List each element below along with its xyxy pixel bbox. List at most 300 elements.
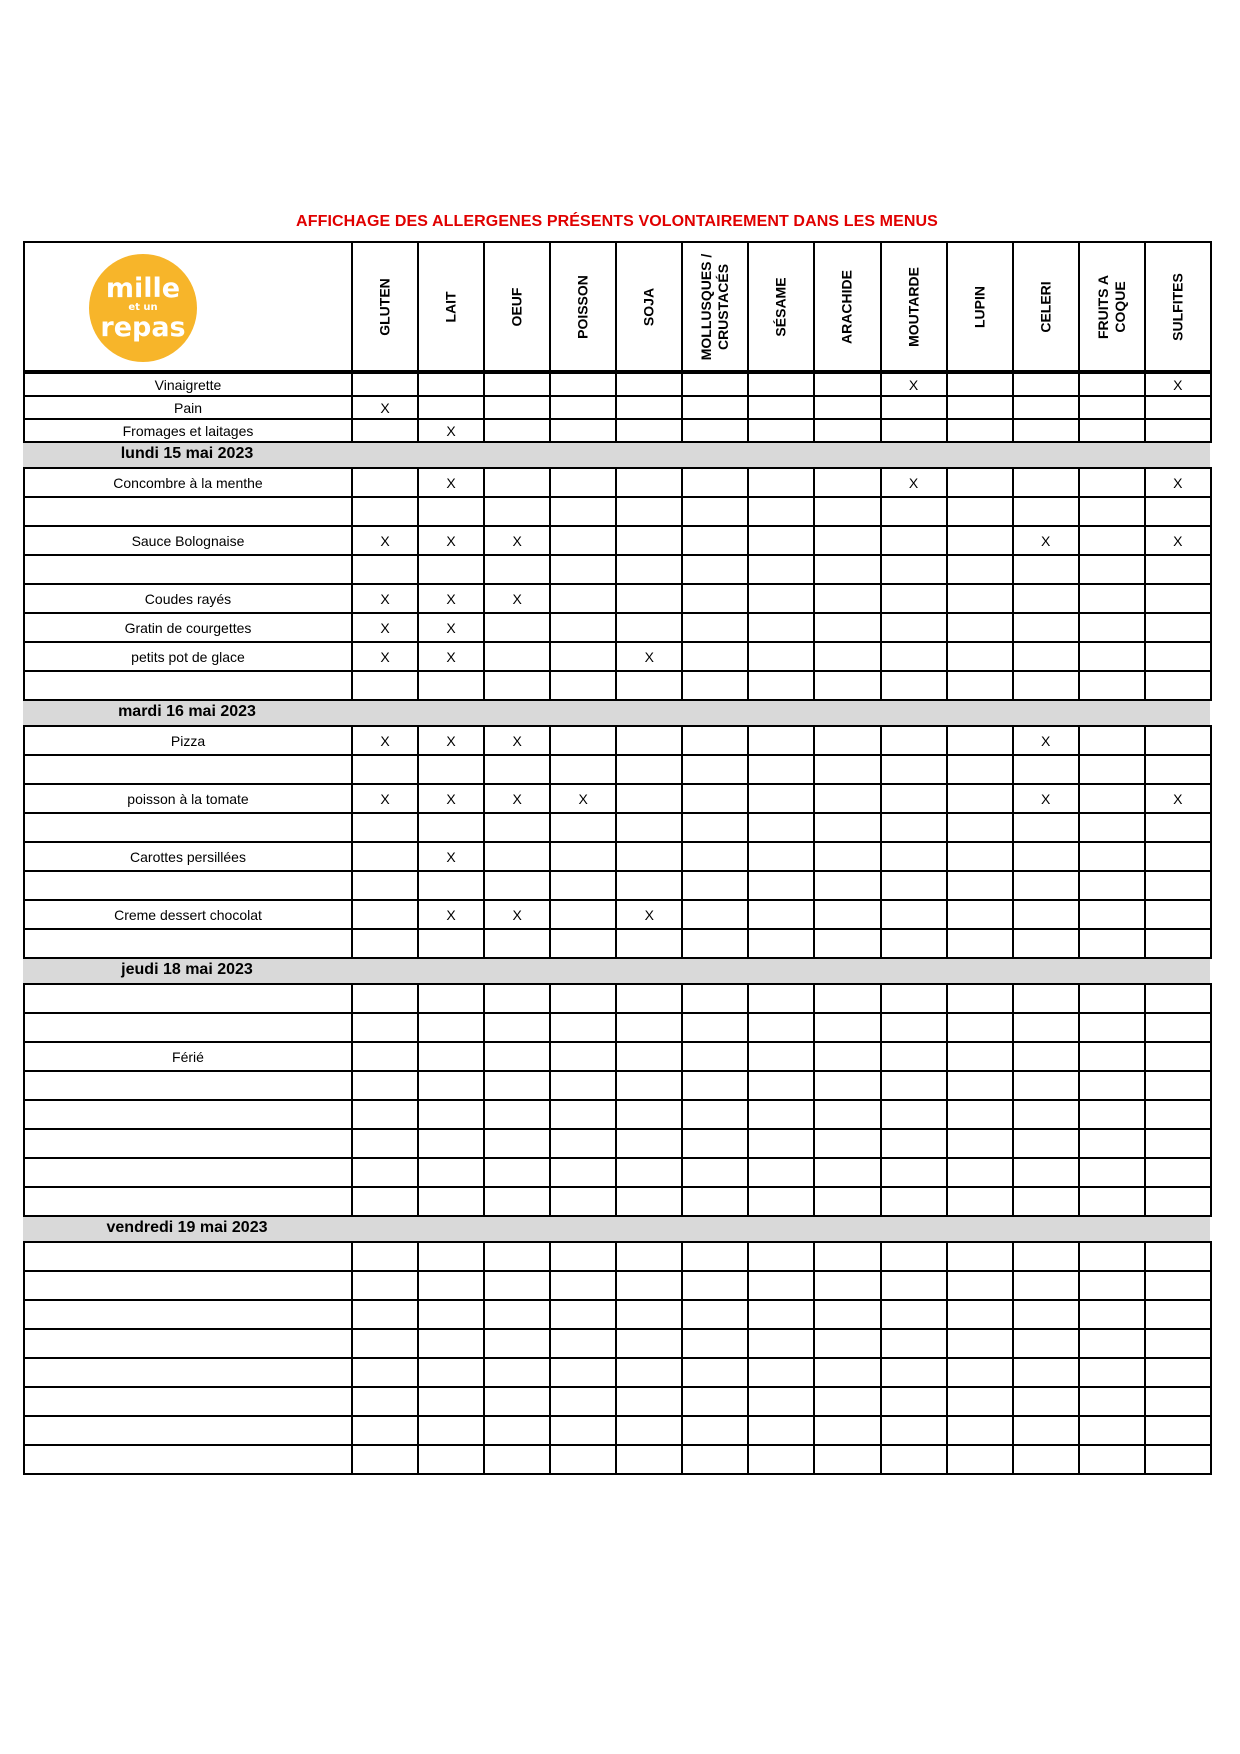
allergen-mark <box>1013 929 1079 958</box>
allergen-mark <box>1079 1416 1145 1445</box>
table-row <box>24 396 1211 419</box>
allergen-mark <box>352 1129 418 1158</box>
allergen-mark <box>1079 929 1145 958</box>
allergen-mark <box>484 497 550 526</box>
allergen-mark: X <box>352 396 418 419</box>
allergen-mark <box>616 584 682 613</box>
dish-name: Creme dessert chocolat <box>24 900 352 929</box>
allergen-mark <box>1145 1100 1211 1129</box>
table-row <box>24 1071 1211 1100</box>
allergen-mark: X <box>418 613 484 642</box>
dish-name <box>24 1071 352 1100</box>
allergen-mark <box>550 929 616 958</box>
allergen-mark <box>748 613 814 642</box>
allergen-mark <box>881 671 947 700</box>
allergen-mark <box>1145 1358 1211 1387</box>
allergen-mark <box>550 1271 616 1300</box>
allergen-mark <box>352 419 418 442</box>
allergen-mark <box>550 871 616 900</box>
allergen-mark <box>1013 497 1079 526</box>
allergen-mark <box>1145 984 1211 1013</box>
allergen-mark <box>418 1158 484 1187</box>
allergen-mark <box>682 555 748 584</box>
allergen-mark <box>682 1271 748 1300</box>
allergen-mark <box>947 755 1013 784</box>
allergen-mark <box>418 1387 484 1416</box>
allergen-mark <box>1145 929 1211 958</box>
allergen-mark <box>1079 555 1145 584</box>
allergen-mark <box>418 373 484 396</box>
allergen-mark <box>550 900 616 929</box>
allergen-mark <box>748 468 814 497</box>
menu-sections <box>23 372 1210 1475</box>
allergen-mark <box>352 1329 418 1358</box>
allergen-mark <box>682 1358 748 1387</box>
allergen-mark <box>1145 1242 1211 1271</box>
allergen-mark <box>352 1042 418 1071</box>
allergen-mark <box>616 613 682 642</box>
table-row <box>24 671 1211 700</box>
allergen-mark <box>881 1300 947 1329</box>
allergen-mark: X <box>1013 784 1079 813</box>
allergen-mark <box>1013 1358 1079 1387</box>
allergen-mark <box>484 1387 550 1416</box>
allergen-mark <box>881 1445 947 1474</box>
allergen-mark <box>484 1100 550 1129</box>
allergen-mark <box>484 468 550 497</box>
allergen-mark <box>947 1100 1013 1129</box>
dish-name <box>24 1013 352 1042</box>
allergen-mark <box>484 1242 550 1271</box>
allergen-mark <box>1013 1271 1079 1300</box>
column-label: LUPIN <box>971 285 988 328</box>
allergen-mark <box>1013 1129 1079 1158</box>
allergen-mark <box>881 1329 947 1358</box>
allergen-mark <box>814 419 880 442</box>
allergen-mark <box>1013 842 1079 871</box>
allergen-mark <box>947 468 1013 497</box>
allergen-mark <box>1013 1013 1079 1042</box>
table-row <box>24 1445 1211 1474</box>
allergen-mark <box>1013 584 1079 613</box>
allergen-mark <box>947 1071 1013 1100</box>
allergen-mark <box>682 1300 748 1329</box>
allergen-mark <box>550 842 616 871</box>
allergen-mark <box>418 555 484 584</box>
allergen-mark <box>1013 1329 1079 1358</box>
allergen-mark <box>947 1042 1013 1071</box>
allergen-mark <box>881 1271 947 1300</box>
allergen-mark <box>1145 1013 1211 1042</box>
allergen-mark <box>550 1416 616 1445</box>
allergen-mark <box>352 929 418 958</box>
allergen-mark <box>1079 900 1145 929</box>
allergen-mark <box>1079 1300 1145 1329</box>
allergen-mark: X <box>352 613 418 642</box>
table-row <box>24 900 1211 929</box>
allergen-mark <box>352 468 418 497</box>
allergen-mark: X <box>1013 526 1079 555</box>
allergen-mark <box>418 671 484 700</box>
allergen-mark <box>550 584 616 613</box>
allergen-mark <box>1079 642 1145 671</box>
allergen-mark <box>814 984 880 1013</box>
allergen-mark <box>1079 1129 1145 1158</box>
column-header-moutarde <box>881 242 947 371</box>
dish-name <box>24 1100 352 1129</box>
allergen-mark <box>682 1329 748 1358</box>
allergen-mark <box>418 813 484 842</box>
allergen-mark <box>484 813 550 842</box>
column-header-sulfites <box>1145 242 1211 371</box>
allergen-mark <box>1145 1129 1211 1158</box>
allergen-mark <box>484 871 550 900</box>
allergen-mark <box>616 842 682 871</box>
allergen-mark <box>352 871 418 900</box>
allergen-mark <box>550 555 616 584</box>
allergen-mark <box>947 871 1013 900</box>
allergen-mark <box>484 555 550 584</box>
logo-text-line3: repas <box>100 312 186 343</box>
allergen-mark <box>748 396 814 419</box>
allergen-mark: X <box>418 726 484 755</box>
allergen-mark <box>1079 755 1145 784</box>
table-row <box>24 1300 1211 1329</box>
dish-name <box>24 1129 352 1158</box>
allergen-mark <box>418 396 484 419</box>
table-row <box>24 419 1211 442</box>
allergen-mark <box>748 526 814 555</box>
dish-name <box>24 1242 352 1271</box>
allergen-mark <box>484 1445 550 1474</box>
table-row <box>24 784 1211 813</box>
allergen-mark <box>748 842 814 871</box>
allergen-mark: X <box>352 584 418 613</box>
allergen-mark <box>1145 497 1211 526</box>
allergen-mark <box>418 1100 484 1129</box>
allergen-mark <box>1145 1271 1211 1300</box>
allergen-mark <box>484 755 550 784</box>
table-row <box>24 813 1211 842</box>
allergen-mark <box>1145 1158 1211 1187</box>
table-row <box>24 468 1211 497</box>
table-row <box>24 1042 1211 1071</box>
allergen-mark <box>814 1071 880 1100</box>
allergen-mark <box>616 1387 682 1416</box>
allergen-mark <box>682 671 748 700</box>
allergen-mark <box>484 1187 550 1216</box>
allergen-mark <box>1079 526 1145 555</box>
day-menu-table <box>23 725 1212 959</box>
allergen-mark <box>616 497 682 526</box>
allergen-mark <box>748 373 814 396</box>
allergen-mark <box>616 1158 682 1187</box>
allergen-mark <box>616 1187 682 1216</box>
allergen-mark <box>352 755 418 784</box>
allergen-mark <box>1079 1329 1145 1358</box>
allergen-mark <box>947 584 1013 613</box>
allergen-mark <box>484 1271 550 1300</box>
allergen-mark: X <box>1145 526 1211 555</box>
logo-cell <box>24 242 352 371</box>
dish-name: Sauce Bolognaise <box>24 526 352 555</box>
allergen-mark <box>881 1100 947 1129</box>
day-header <box>23 443 1210 467</box>
table-row <box>24 984 1211 1013</box>
column-header-sesame <box>748 242 814 371</box>
allergen-mark <box>418 1445 484 1474</box>
allergen-mark <box>1013 755 1079 784</box>
allergen-mark <box>1145 1387 1211 1416</box>
allergen-mark <box>616 1358 682 1387</box>
allergen-mark <box>682 526 748 555</box>
allergen-mark <box>616 1416 682 1445</box>
allergen-mark <box>748 900 814 929</box>
allergen-mark <box>947 497 1013 526</box>
allergen-mark <box>748 871 814 900</box>
allergen-mark <box>616 755 682 784</box>
allergen-mark <box>616 784 682 813</box>
allergen-mark <box>1079 1271 1145 1300</box>
allergen-mark <box>484 984 550 1013</box>
allergen-mark: X <box>1145 373 1211 396</box>
allergen-mark <box>550 526 616 555</box>
allergen-mark <box>814 755 880 784</box>
allergen-mark <box>881 642 947 671</box>
allergen-mark <box>418 1416 484 1445</box>
allergen-mark <box>881 497 947 526</box>
allergen-mark <box>1013 900 1079 929</box>
allergen-mark <box>682 1071 748 1100</box>
allergen-mark <box>881 1387 947 1416</box>
allergen-mark <box>814 396 880 419</box>
allergen-mark: X <box>484 900 550 929</box>
allergen-mark <box>484 671 550 700</box>
allergen-mark <box>682 1187 748 1216</box>
allergen-mark <box>881 613 947 642</box>
dish-name: Férié <box>24 1042 352 1071</box>
allergen-mark <box>814 497 880 526</box>
column-header-oeuf <box>484 242 550 371</box>
allergen-mark <box>881 813 947 842</box>
allergen-mark <box>748 984 814 1013</box>
allergen-mark <box>1013 1158 1079 1187</box>
allergen-mark <box>682 813 748 842</box>
allergen-mark <box>1079 813 1145 842</box>
dish-name: Coudes rayés <box>24 584 352 613</box>
allergen-mark <box>550 497 616 526</box>
allergen-mark <box>682 1445 748 1474</box>
allergen-mark <box>484 1071 550 1100</box>
allergen-mark <box>947 373 1013 396</box>
allergen-mark <box>814 1416 880 1445</box>
column-label: ARACHIDE <box>838 269 855 344</box>
allergen-mark <box>484 1013 550 1042</box>
allergen-mark: X <box>418 584 484 613</box>
table-row <box>24 1187 1211 1216</box>
allergen-mark <box>484 929 550 958</box>
allergen-mark <box>814 1387 880 1416</box>
allergen-mark <box>616 871 682 900</box>
allergen-mark <box>682 984 748 1013</box>
allergen-mark: X <box>418 842 484 871</box>
table-row <box>24 1242 1211 1271</box>
allergen-mark <box>550 1100 616 1129</box>
allergen-mark <box>748 1358 814 1387</box>
allergen-mark <box>418 497 484 526</box>
allergen-mark <box>1145 1187 1211 1216</box>
allergen-mark <box>947 984 1013 1013</box>
allergen-mark <box>616 373 682 396</box>
table-row <box>24 1158 1211 1187</box>
allergen-mark <box>550 1187 616 1216</box>
allergen-mark <box>550 373 616 396</box>
allergen-mark <box>352 1387 418 1416</box>
dish-name: poisson à la tomate <box>24 784 352 813</box>
allergen-mark <box>484 642 550 671</box>
allergen-mark <box>881 396 947 419</box>
allergen-mark <box>1145 1071 1211 1100</box>
allergen-mark <box>748 1271 814 1300</box>
allergen-mark: X <box>550 784 616 813</box>
allergen-mark <box>484 1358 550 1387</box>
allergen-mark <box>550 642 616 671</box>
allergen-mark <box>947 396 1013 419</box>
allergen-mark <box>616 671 682 700</box>
allergen-mark <box>1013 642 1079 671</box>
allergen-mark <box>682 842 748 871</box>
allergen-mark <box>1079 1445 1145 1474</box>
allergen-mark: X <box>484 584 550 613</box>
allergen-mark <box>682 1387 748 1416</box>
allergen-mark <box>1145 671 1211 700</box>
allergen-mark <box>1013 984 1079 1013</box>
allergen-mark: X <box>484 784 550 813</box>
allergen-mark: X <box>418 642 484 671</box>
column-header-arachide <box>814 242 880 371</box>
allergen-mark <box>814 1300 880 1329</box>
allergen-mark <box>1079 1358 1145 1387</box>
allergen-mark <box>881 871 947 900</box>
allergen-mark <box>682 1129 748 1158</box>
allergen-mark <box>881 1187 947 1216</box>
allergen-mark <box>748 784 814 813</box>
allergen-mark <box>484 419 550 442</box>
allergen-mark: X <box>881 468 947 497</box>
allergen-mark <box>352 813 418 842</box>
allergen-mark: X <box>418 419 484 442</box>
allergen-mark <box>484 1158 550 1187</box>
allergen-mark <box>1145 613 1211 642</box>
allergen-mark: X <box>484 726 550 755</box>
allergen-mark <box>550 1300 616 1329</box>
allergen-mark <box>881 984 947 1013</box>
allergen-mark <box>550 1129 616 1158</box>
allergen-mark <box>1145 726 1211 755</box>
base-items-table <box>23 372 1212 443</box>
allergen-mark <box>352 900 418 929</box>
allergen-mark <box>616 1300 682 1329</box>
allergen-mark <box>1013 468 1079 497</box>
allergen-mark <box>550 468 616 497</box>
allergen-mark <box>1079 1071 1145 1100</box>
allergen-mark <box>748 1100 814 1129</box>
allergen-mark <box>352 1071 418 1100</box>
allergen-mark <box>947 1358 1013 1387</box>
allergen-mark <box>947 671 1013 700</box>
allergen-mark <box>1079 1387 1145 1416</box>
allergen-mark <box>947 1329 1013 1358</box>
logo-text-line2: et un <box>128 302 158 313</box>
day-menu-table <box>23 1241 1212 1475</box>
allergen-mark <box>1079 584 1145 613</box>
allergen-mark <box>947 1158 1013 1187</box>
allergen-mark <box>947 726 1013 755</box>
allergen-mark <box>352 1187 418 1216</box>
dish-name <box>24 1416 352 1445</box>
allergen-mark: X <box>616 642 682 671</box>
allergen-mark <box>748 929 814 958</box>
allergen-mark <box>748 813 814 842</box>
allergen-mark <box>616 396 682 419</box>
allergen-mark <box>814 842 880 871</box>
allergen-mark <box>814 1042 880 1071</box>
allergen-mark <box>352 1300 418 1329</box>
allergen-mark <box>881 929 947 958</box>
dish-name <box>24 1445 352 1474</box>
allergen-mark: X <box>616 900 682 929</box>
allergen-mark <box>814 726 880 755</box>
allergen-mark <box>1079 784 1145 813</box>
allergen-mark <box>748 1300 814 1329</box>
allergen-mark <box>1079 842 1145 871</box>
allergen-mark <box>947 900 1013 929</box>
allergen-mark <box>418 1300 484 1329</box>
allergen-mark <box>1013 1042 1079 1071</box>
allergen-mark: X <box>418 900 484 929</box>
allergen-mark <box>947 1387 1013 1416</box>
allergen-mark <box>418 984 484 1013</box>
allergen-mark <box>1145 1042 1211 1071</box>
dish-name: Carottes persillées <box>24 842 352 871</box>
allergen-mark: X <box>352 526 418 555</box>
allergen-mark <box>352 497 418 526</box>
day-label: mardi 16 mai 2023 <box>118 703 256 720</box>
allergen-mark <box>814 526 880 555</box>
allergen-mark <box>814 373 880 396</box>
table-row <box>24 726 1211 755</box>
allergen-mark <box>748 1013 814 1042</box>
allergen-mark <box>1013 613 1079 642</box>
table-row <box>24 1271 1211 1300</box>
allergen-mark <box>616 1013 682 1042</box>
dish-name <box>24 871 352 900</box>
allergen-mark <box>682 871 748 900</box>
allergen-mark <box>682 1242 748 1271</box>
allergen-mark <box>947 1416 1013 1445</box>
allergen-mark <box>352 1416 418 1445</box>
allergen-mark <box>550 755 616 784</box>
allergen-mark <box>814 584 880 613</box>
day-menu-table <box>23 983 1212 1217</box>
allergen-mark <box>881 1158 947 1187</box>
allergen-mark <box>881 1358 947 1387</box>
column-label: SÉSAME <box>772 276 789 337</box>
allergen-mark <box>1013 1387 1079 1416</box>
allergen-mark <box>814 671 880 700</box>
dish-name <box>24 1271 352 1300</box>
column-header-lupin <box>947 242 1013 371</box>
